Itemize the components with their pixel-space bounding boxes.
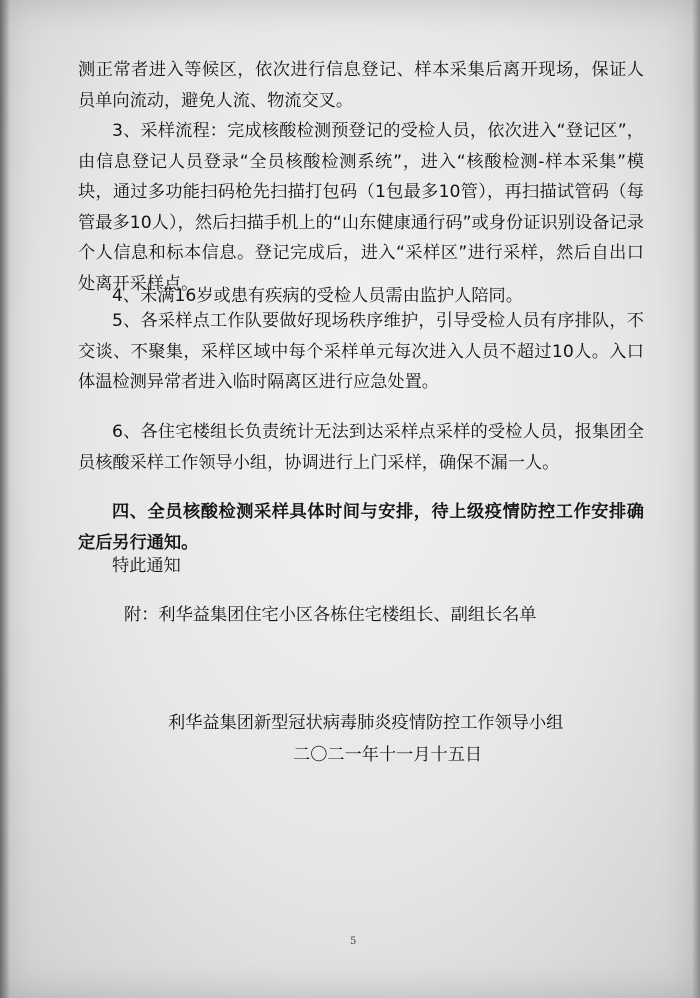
closing-notice: 特此通知 [112, 556, 181, 576]
paragraph-sampling-process: 3、采样流程：完成核酸检测预登记的受检人员，依次进入“登记区”，由信息登记人员登录“全员核酸检测系统”，进入“核酸检测-样本采集”模块，通过多功能扫码枪先扫描打包码（1包最多10管），再扫描试管码（每管最多10人），然后扫描手机上的“山东健康通行码”或身份证识别设备记录个人信息和标本信息。登记完成后，进入“采样区”进行采样，然后自出口处离开采样点。 [78, 121, 644, 294]
attachment-line: 附：利华益集团住宅小区各栋住宅楼组长、副组长名单 [124, 605, 537, 625]
page-number: 5 [350, 936, 357, 947]
paragraph-home-sampling: 6、各住宅楼组长负责统计无法到达采样点采样的受检人员，报集团全员核酸采样工作领导小组，协调进行上门采样，确保不漏一人。 [78, 422, 644, 473]
signature-date: 二〇二一年十一月十五日 [293, 745, 483, 765]
scan-shadow-right [692, 0, 700, 998]
signature-organization: 利华益集团新型冠状病毒肺炎疫情防控工作领导小组 [168, 713, 564, 733]
paragraph-section-four: 四、全员核酸检测采样具体时间与安排，待上级疫情防控工作安排确定后另行通知。 [78, 502, 644, 553]
paragraph-order-maintenance: 5、各采样点工作队要做好现场秩序维护，引导受检人员有序排队，不交谈、不聚集，采样区域中每个采样单元每次进入人员不超过10人。入口体温检测异常者进入临时隔离区进行应急处置。 [78, 311, 644, 392]
paragraph-guardian: 4、未满16岁或患有疾病的受检人员需由监护人陪同。 [112, 286, 523, 306]
scan-shadow-left [0, 0, 10, 998]
paragraph-continuation: 测正常者进入等候区，依次进行信息登记、样本采集后离开现场，保证人员单向流动，避免人流、物流交叉。 [78, 60, 644, 111]
